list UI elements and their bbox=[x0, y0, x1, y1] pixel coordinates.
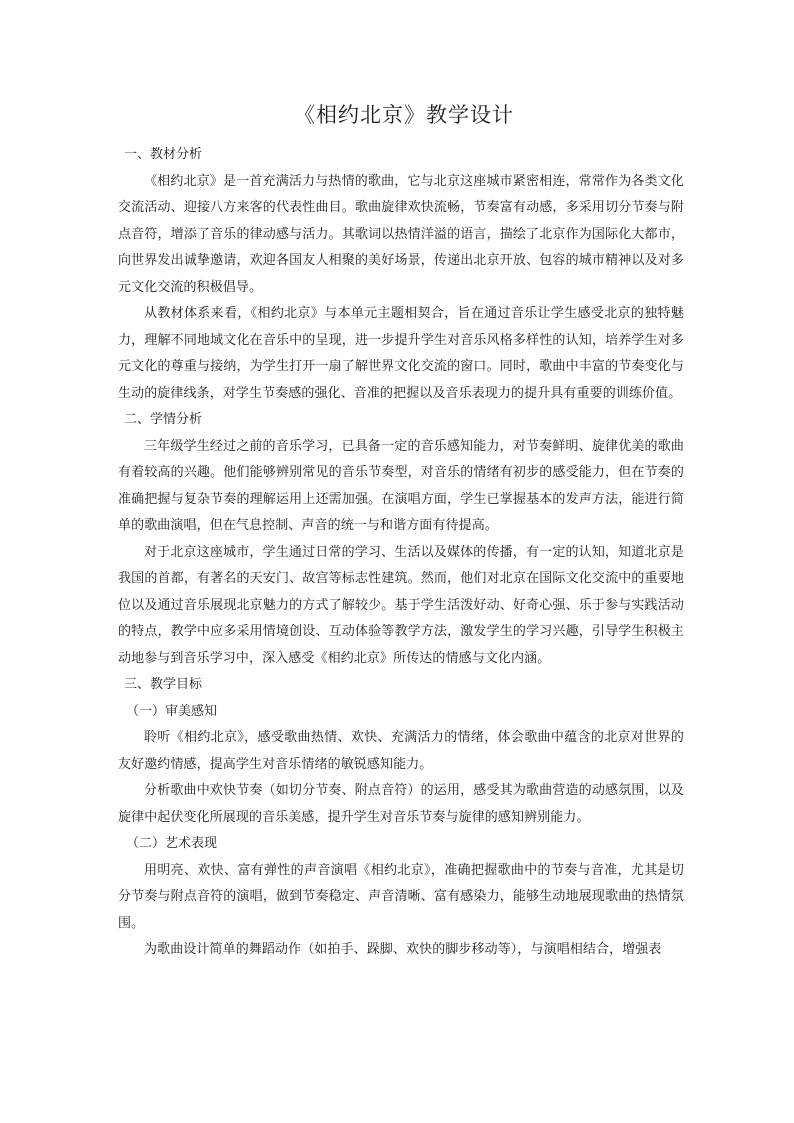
paragraph: 用明亮、欢快、富有弹性的声音演唱《相约北京》，准确把握歌曲中的节奏与音准，尤其是切分节奏与附点音符的演唱，做到节奏稳定、声音清晰、富有感染力，能够生动地展现歌曲的热情氛围。 bbox=[118, 862, 684, 931]
paragraph: 分析歌曲中欢快节奏（如切分节奏、附点音符）的运用，感受其为歌曲营造的动感氛围，以及旋律中起伏变化所展现的音乐美感，提升学生对音乐节奏与旋律的感知辨别能力。 bbox=[118, 783, 684, 825]
subheading-artistic-expression: （二）艺术表现 bbox=[126, 836, 218, 851]
section-heading-textbook-analysis: 一、教材分析 bbox=[124, 147, 203, 162]
paragraph: 三年级学生经过之前的音乐学习，已具备一定的音乐感知能力，对节奏鲜明、旋律优美的歌曲有着较高的兴趣。他们能够辨别常见的音乐节奏型，对音乐的情绪有初步的感受能力，但在节奏的准确把握与复杂节奏的理解运用上还需加强。在演唱方面，学生已掌握基本的发声方法，能进行简单的歌曲演唱，但在气息控制、声音的统一与和谐方面有待提高。 bbox=[118, 438, 684, 533]
document-page bbox=[118, 100, 684, 964]
section-heading-teaching-goals: 三、教学目标 bbox=[124, 677, 203, 692]
paragraph: 《相约北京》是一首充满活力与热情的歌曲，它与北京这座城市紧密相连，常常作为各类文化交流活动、迎接八方来客的代表性曲目。歌曲旋律欢快流畅，节奏富有动感，多采用切分节奏与附点音符，增添了音乐的律动感与活力。其歌词以热情洋溢的语言，描绘了北京作为国际化大都市，向世界发出诚挚邀请，欢迎各国友人相聚的美好场景，传递出北京开放、包容的城市精神以及对多元文化交流的积极倡导。 bbox=[118, 173, 684, 295]
paragraph: 聆听《相约北京》，感受歌曲热情、欢快、充满活力的情绪，体会歌曲中蕴含的北京对世界的友好邀约情感，提高学生对音乐情绪的敏锐感知能力。 bbox=[118, 730, 684, 772]
document-title: 《相约北京》教学设计 bbox=[294, 103, 514, 127]
paragraph: 从教材体系来看，《相约北京》与本单元主题相契合，旨在通过音乐让学生感受北京的独特魅力，理解不同地域文化在音乐中的呈现，进一步提升学生对音乐风格多样性的认知，培养学生对多元文化的尊重与接纳，为学生打开一扇了解世界文化交流的窗口。同时，歌曲中丰富的节奏变化与生动的旋律线条，对学生节奏感的强化、音准的把握以及音乐表现力的提升具有重要的训练价值。 bbox=[118, 306, 684, 401]
subheading-aesthetic-perception: （一）审美感知 bbox=[126, 703, 218, 719]
paragraph: 对于北京这座城市，学生通过日常的学习、生活以及媒体的传播，有一定的认知，知道北京是我国的首都，有著名的天安门、故宫等标志性建筑。然而，他们对北京在国际文化交流中的重要地位以及通过音乐展现北京魅力的方式了解较少。基于学生活泼好动、好奇心强、乐于参与实践活动的特点，教学中应多采用情境创设、互动体验等教学方法，激发学生的学习兴趣，引导学生积极主动地参与到音乐学习中，深入感受《相约北京》所传达的情感与文化内涵。 bbox=[118, 544, 684, 666]
paragraph: 为歌曲设计简单的舞蹈动作（如拍手、跺脚、欢快的脚步移动等），与演唱相结合，增强表 bbox=[144, 942, 662, 957]
section-heading-student-analysis: 二、学情分析 bbox=[124, 412, 203, 427]
